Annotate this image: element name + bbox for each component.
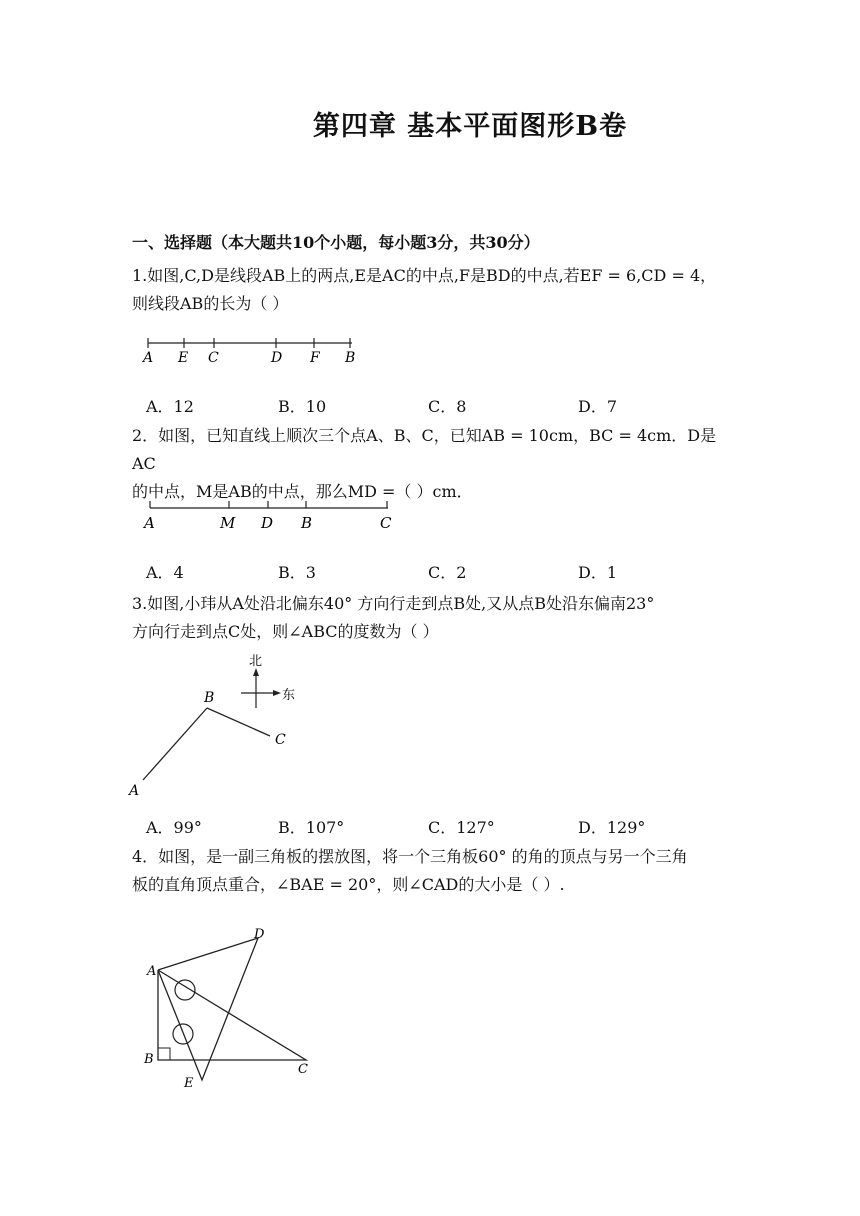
north-arrow-icon bbox=[253, 668, 259, 676]
north-label: 北 bbox=[249, 654, 263, 669]
point-label: C bbox=[208, 350, 219, 366]
point-label: B bbox=[301, 514, 313, 532]
triangle-figure-4 bbox=[138, 922, 328, 1092]
point-label: F bbox=[310, 350, 320, 366]
question-text: 方向行走到点C处，则∠ABC的度数为（ ） bbox=[132, 622, 439, 641]
point-label: A bbox=[144, 514, 155, 532]
point-label: B bbox=[345, 350, 356, 366]
choice-c[interactable]: C．2 bbox=[428, 563, 467, 582]
question-text: 2．如图，已知直线上顺次三个点A、B、C，已知AB = 10cm，BC = 4cm．D是AC bbox=[132, 426, 717, 473]
choice-b[interactable]: B．10 bbox=[278, 397, 327, 416]
segment-bc bbox=[207, 708, 270, 736]
choice-c[interactable]: C．8 bbox=[428, 397, 467, 416]
choice-d[interactable]: D．1 bbox=[578, 563, 618, 582]
question-text: 则线段AB的长为（ ） bbox=[132, 294, 289, 313]
direction-figure-3 bbox=[125, 652, 315, 802]
choice-c[interactable]: C．127° bbox=[428, 818, 495, 837]
point-label: C bbox=[298, 1062, 308, 1077]
east-label: 东 bbox=[282, 688, 296, 703]
section-heading: 一、选择题（本大题共10个小题，每小题3分，共30分） bbox=[132, 233, 540, 252]
choice-a[interactable]: A．12 bbox=[146, 397, 194, 416]
point-label: M bbox=[220, 514, 236, 532]
point-label: A bbox=[147, 964, 157, 979]
choice-a[interactable]: A．4 bbox=[146, 563, 184, 582]
choice-d[interactable]: D．129° bbox=[578, 818, 646, 837]
triangle-abc bbox=[158, 970, 306, 1060]
point-label: D bbox=[261, 514, 274, 532]
choice-a[interactable]: A．99° bbox=[146, 818, 202, 837]
triangle-ade bbox=[158, 938, 258, 1080]
question-text: 1.如图,C,D是线段AB上的两点,E是AC的中点,F是BD的中点,若EF = 6,CD = 4， bbox=[132, 266, 717, 285]
segment-figure-2 bbox=[140, 495, 400, 535]
question-text: 板的直角顶点重合，∠BAE = 20°，则∠CAD的大小是（ ）. bbox=[132, 875, 565, 894]
question-text: 的中点，M是AB的中点，那么MD =（ ）cm． bbox=[132, 482, 473, 501]
point-label: B bbox=[204, 690, 215, 706]
question-1 bbox=[132, 262, 732, 318]
page-title: 第四章 基本平面图形B卷 bbox=[312, 111, 628, 142]
question-4 bbox=[132, 843, 732, 899]
point-label: A bbox=[129, 783, 140, 799]
question-3 bbox=[132, 590, 732, 646]
question-text: 3.如图,小玮从A处沿北偏东40° 方向行走到点B处,又从点B处沿东偏南23° bbox=[132, 594, 655, 613]
point-label: A bbox=[143, 350, 154, 366]
question-2 bbox=[132, 422, 732, 506]
point-label: C bbox=[275, 732, 286, 748]
choice-b[interactable]: B．3 bbox=[278, 563, 316, 582]
point-label: E bbox=[184, 1076, 194, 1091]
segment-ab bbox=[143, 708, 207, 780]
point-label: D bbox=[271, 350, 283, 366]
point-label: B bbox=[144, 1052, 154, 1067]
point-label: D bbox=[254, 927, 265, 942]
point-label: E bbox=[178, 350, 189, 366]
point-label: C bbox=[380, 514, 392, 532]
east-arrow-icon bbox=[273, 690, 281, 696]
choice-d[interactable]: D．7 bbox=[578, 397, 618, 416]
segment-figure-1 bbox=[140, 335, 370, 370]
choice-b[interactable]: B．107° bbox=[278, 818, 345, 837]
question-text: 4．如图，是一副三角板的摆放图，将一个三角板60° 的角的顶点与另一个三角 bbox=[132, 847, 688, 866]
right-angle-mark bbox=[158, 1048, 170, 1060]
